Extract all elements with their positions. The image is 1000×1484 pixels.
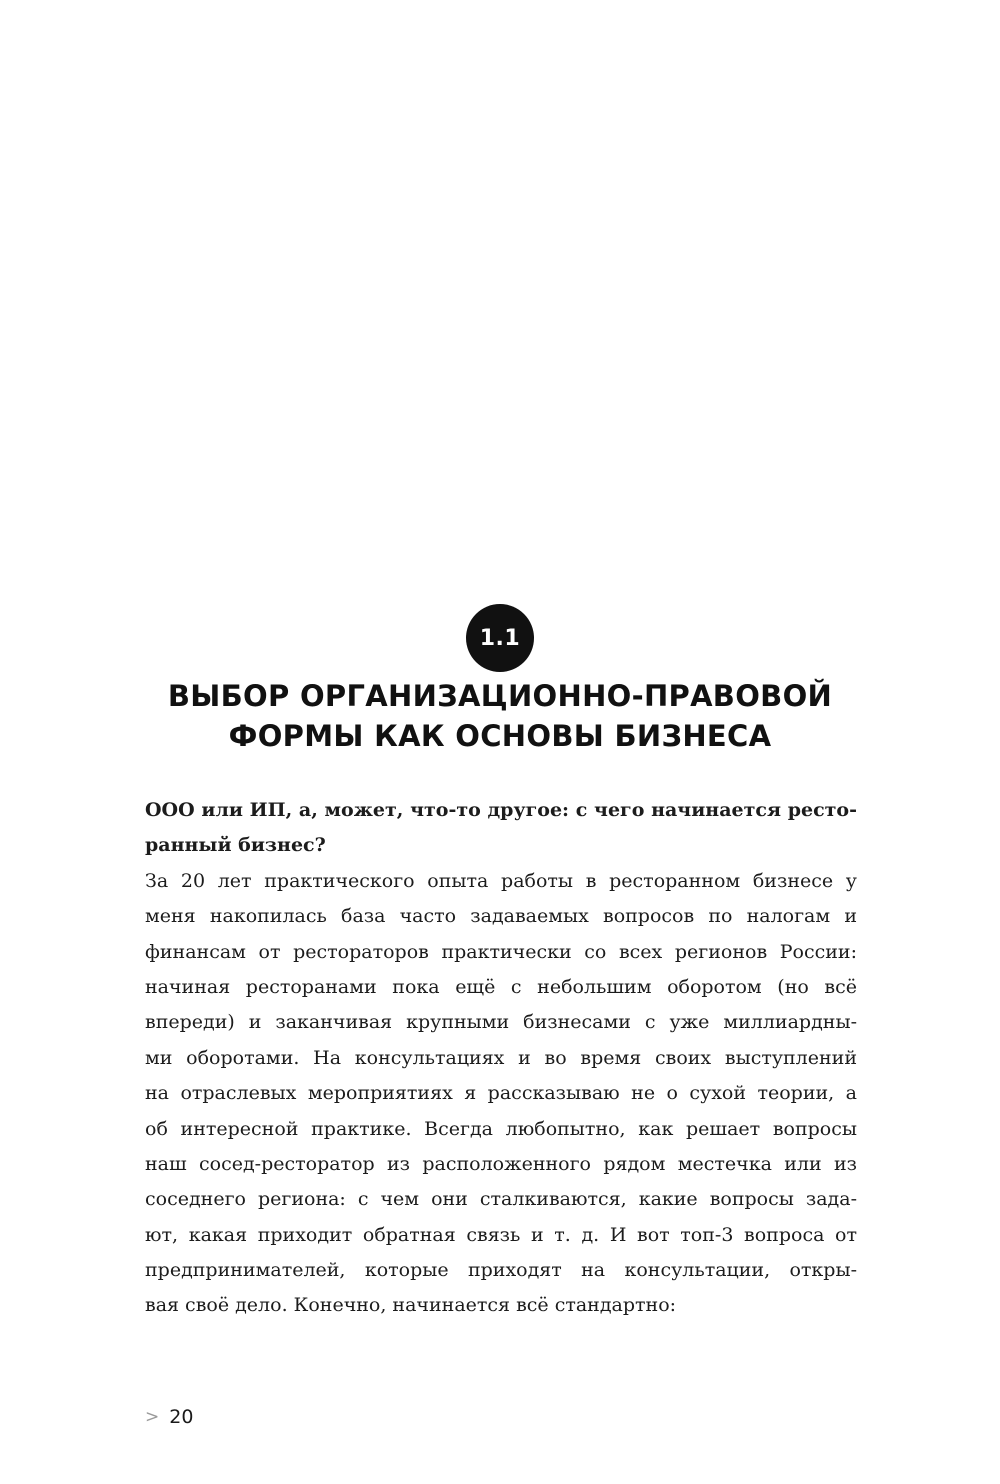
paragraph-line: ют, какая приходит обратная связь и т. д. И вот топ-3 вопроса от — [145, 1223, 857, 1246]
paragraph-line: начиная ресторанами пока ещё с небольшим оборотом (но всё — [145, 975, 857, 998]
lead-question-line: ООО или ИП, а, может, что-то другое: с чего начинается ресто- — [145, 799, 857, 821]
chapter-title — [120, 676, 880, 756]
lead-question-line: ранный бизнес? — [145, 834, 326, 857]
paragraph-line: вая своё дело. Конечно, начинается всё стандартно: — [145, 1294, 677, 1317]
page-number: 20 — [169, 1406, 194, 1428]
paragraph-line: финансам от рестораторов практически со всех регионов России: — [145, 940, 857, 963]
paragraph-line: впереди) и заканчивая крупными бизнесами с уже миллиардны- — [145, 1011, 857, 1034]
paragraph-line: об интересной практике. Всегда любопытно, как решает вопросы — [145, 1117, 857, 1140]
chapter-title-line: ФОРМЫ КАК ОСНОВЫ БИЗНЕСА — [228, 719, 772, 753]
paragraph-line: наш сосед-ресторатор из расположенного рядом местечка или из — [145, 1152, 857, 1175]
paragraph-line: ми оборотами. На консультациях и во время своих выступлений — [145, 1046, 857, 1069]
body-text — [145, 793, 857, 1324]
paragraph-line: За 20 лет практического опыта работы в ресторанном бизнесе у — [145, 869, 857, 892]
section-number: 1.1 — [479, 625, 521, 651]
section-number-badge — [466, 604, 534, 672]
paragraph-line: предпринимателей, которые приходят на консультации, откры- — [145, 1259, 857, 1282]
paragraph-line: соседнего региона: с чем они сталкиваются, какие вопросы зада- — [145, 1188, 857, 1211]
page-marker-icon: > — [145, 1407, 160, 1427]
chapter-title-line: ВЫБОР ОРГАНИЗАЦИОННО-ПРАВОВОЙ — [167, 679, 833, 713]
paragraph-line: меня накопилась база часто задаваемых вопросов по налогам и — [145, 905, 857, 928]
paragraph-line: на отраслевых мероприятиях я рассказываю не о сухой теории, а — [145, 1082, 857, 1105]
page-footer — [145, 1404, 193, 1430]
